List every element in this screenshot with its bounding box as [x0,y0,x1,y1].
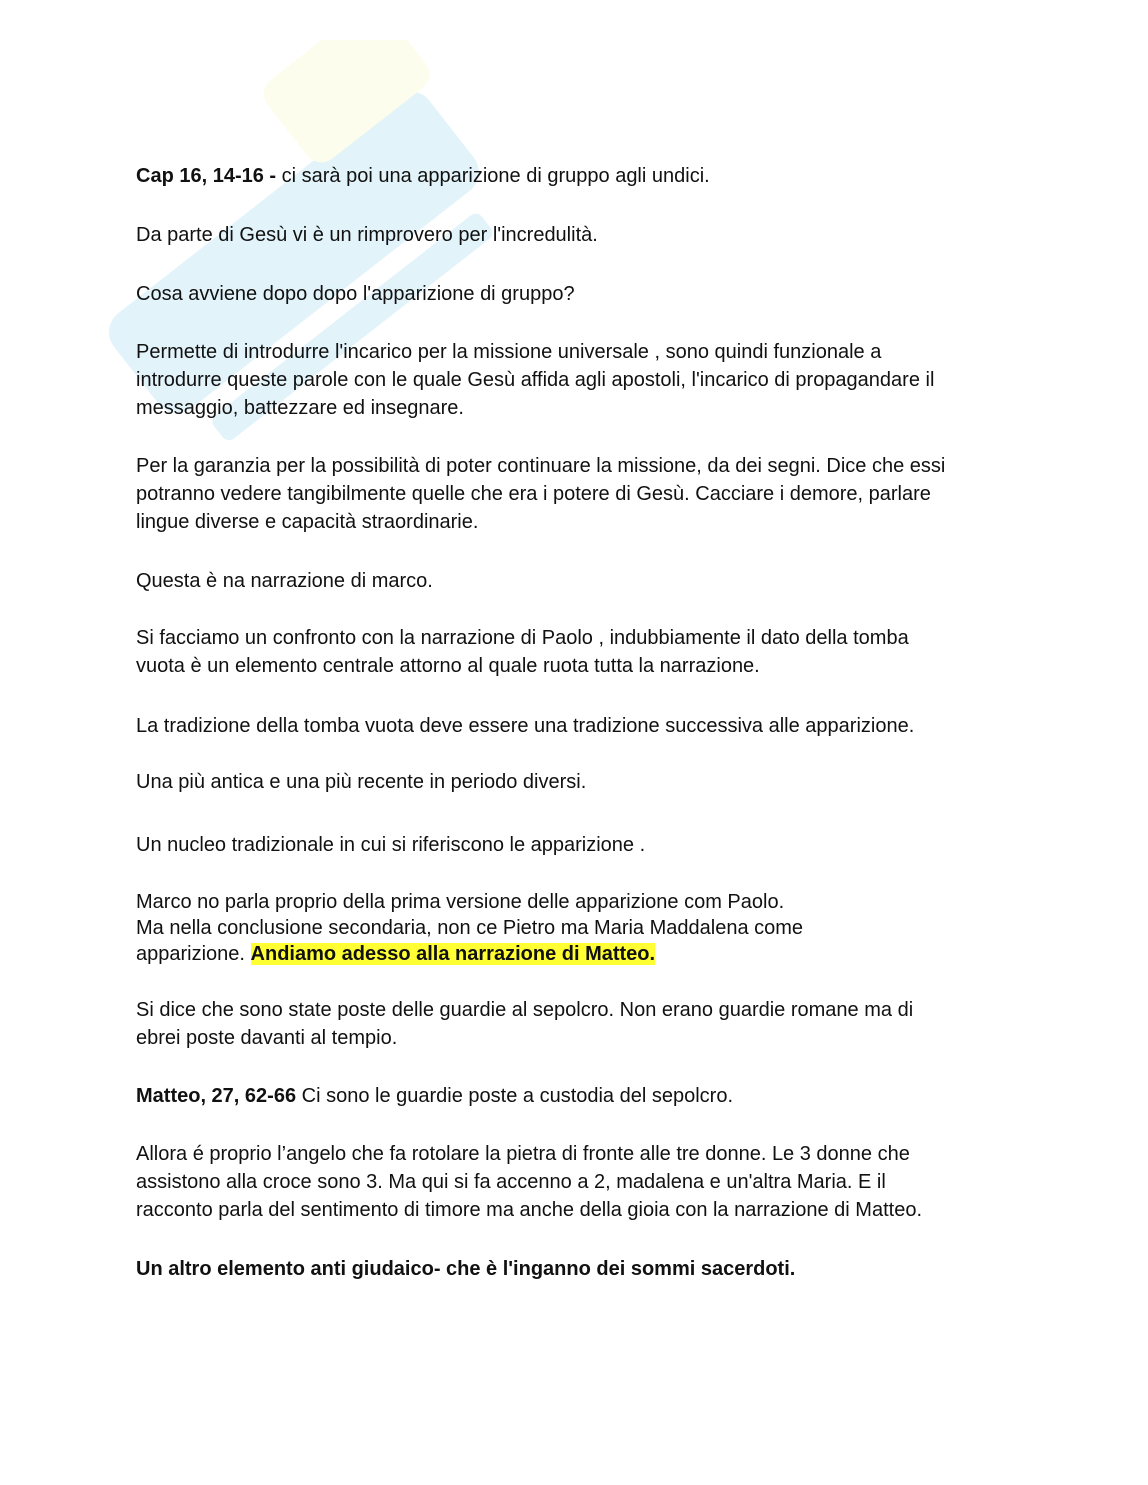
highlighted-text: Andiamo adesso alla narrazione di Matteo. [250,943,656,965]
paragraph-marco: Questa è na narrazione di marco. [136,570,433,592]
paragraph-antica: Una più antica e una più recente in periodo diversi. [136,771,587,793]
chapter-reference: Cap 16, 14-16 - [136,165,277,187]
paragraph-confronto: Si facciamo un confronto con la narrazione di Paolo , indubbiamente il dato della tomba vuota è un elemento centrale attorno al quale ruota tutta la narrazione. [136,627,909,677]
paragraph-guardie: Si dice che sono state poste delle guardie al sepolcro. Non erano guardie romane ma di ebrei poste davanti al tempio. [136,999,914,1049]
paragraph-angelo: Allora é proprio l’angelo che fa rotolare la pietra di fronte alle tre donne. Le 3 donne che assistono alla croce sono 3. Ma qui si fa accenno a 2, madalena e un'altra Maria. E il racconto parla del sentimento di timore ma anche della gioia con la narrazione di Matteo. [136,1143,922,1221]
paragraph-tradizione: La tradizione della tomba vuota deve essere una tradizione successiva alle apparizione. [136,715,915,737]
paragraph-matteo-27: Matteo, 27, 62-66 Ci sono le guardie poste a custodia del sepolcro. [136,1085,734,1107]
paragraph-cap-16: Cap 16, 14-16 - ci sarà poi una apparizione di gruppo agli undici. [136,165,710,187]
paragraph-missione: Permette di introdurre l'incarico per la missione universale , sono quindi funzionale a introdurre queste parole con le quale Gesù affida agli apostoli, l'incarico di propagandare il messaggio, battezzare ed insegnare. [136,341,935,419]
paragraph-nucleo: Un nucleo tradizionale in cui si riferiscono le apparizione . [136,834,646,856]
paragraph-garanzia: Per la garanzia per la possibilità di poter continuare la missione, da dei segni. Dice che essi potranno vedere tangibilmente quelle che era i potere di Gesù. Cacciare i demore, parlare lingue diverse e capacità straordinarie. [136,455,946,533]
paragraph-anti-giudaico: Un altro elemento anti giudaico- che è l'inganno dei sommi sacerdoti. [136,1258,796,1280]
paragraph-rimprovero: Da parte di Gesù vi è un rimprovero per l'incredulità. [136,224,598,246]
chapter-reference: Matteo, 27, 62-66 [136,1085,297,1107]
paragraph-conclusione: Marco no parla proprio della prima versione delle apparizione com Paolo. Ma nella conclusione secondaria, non ce Pietro ma Maria Maddalena come apparizione. Andiamo adesso alla narrazione di Matteo. [136,891,804,965]
paragraph-question: Cosa avviene dopo dopo l'apparizione di gruppo? [136,283,575,305]
